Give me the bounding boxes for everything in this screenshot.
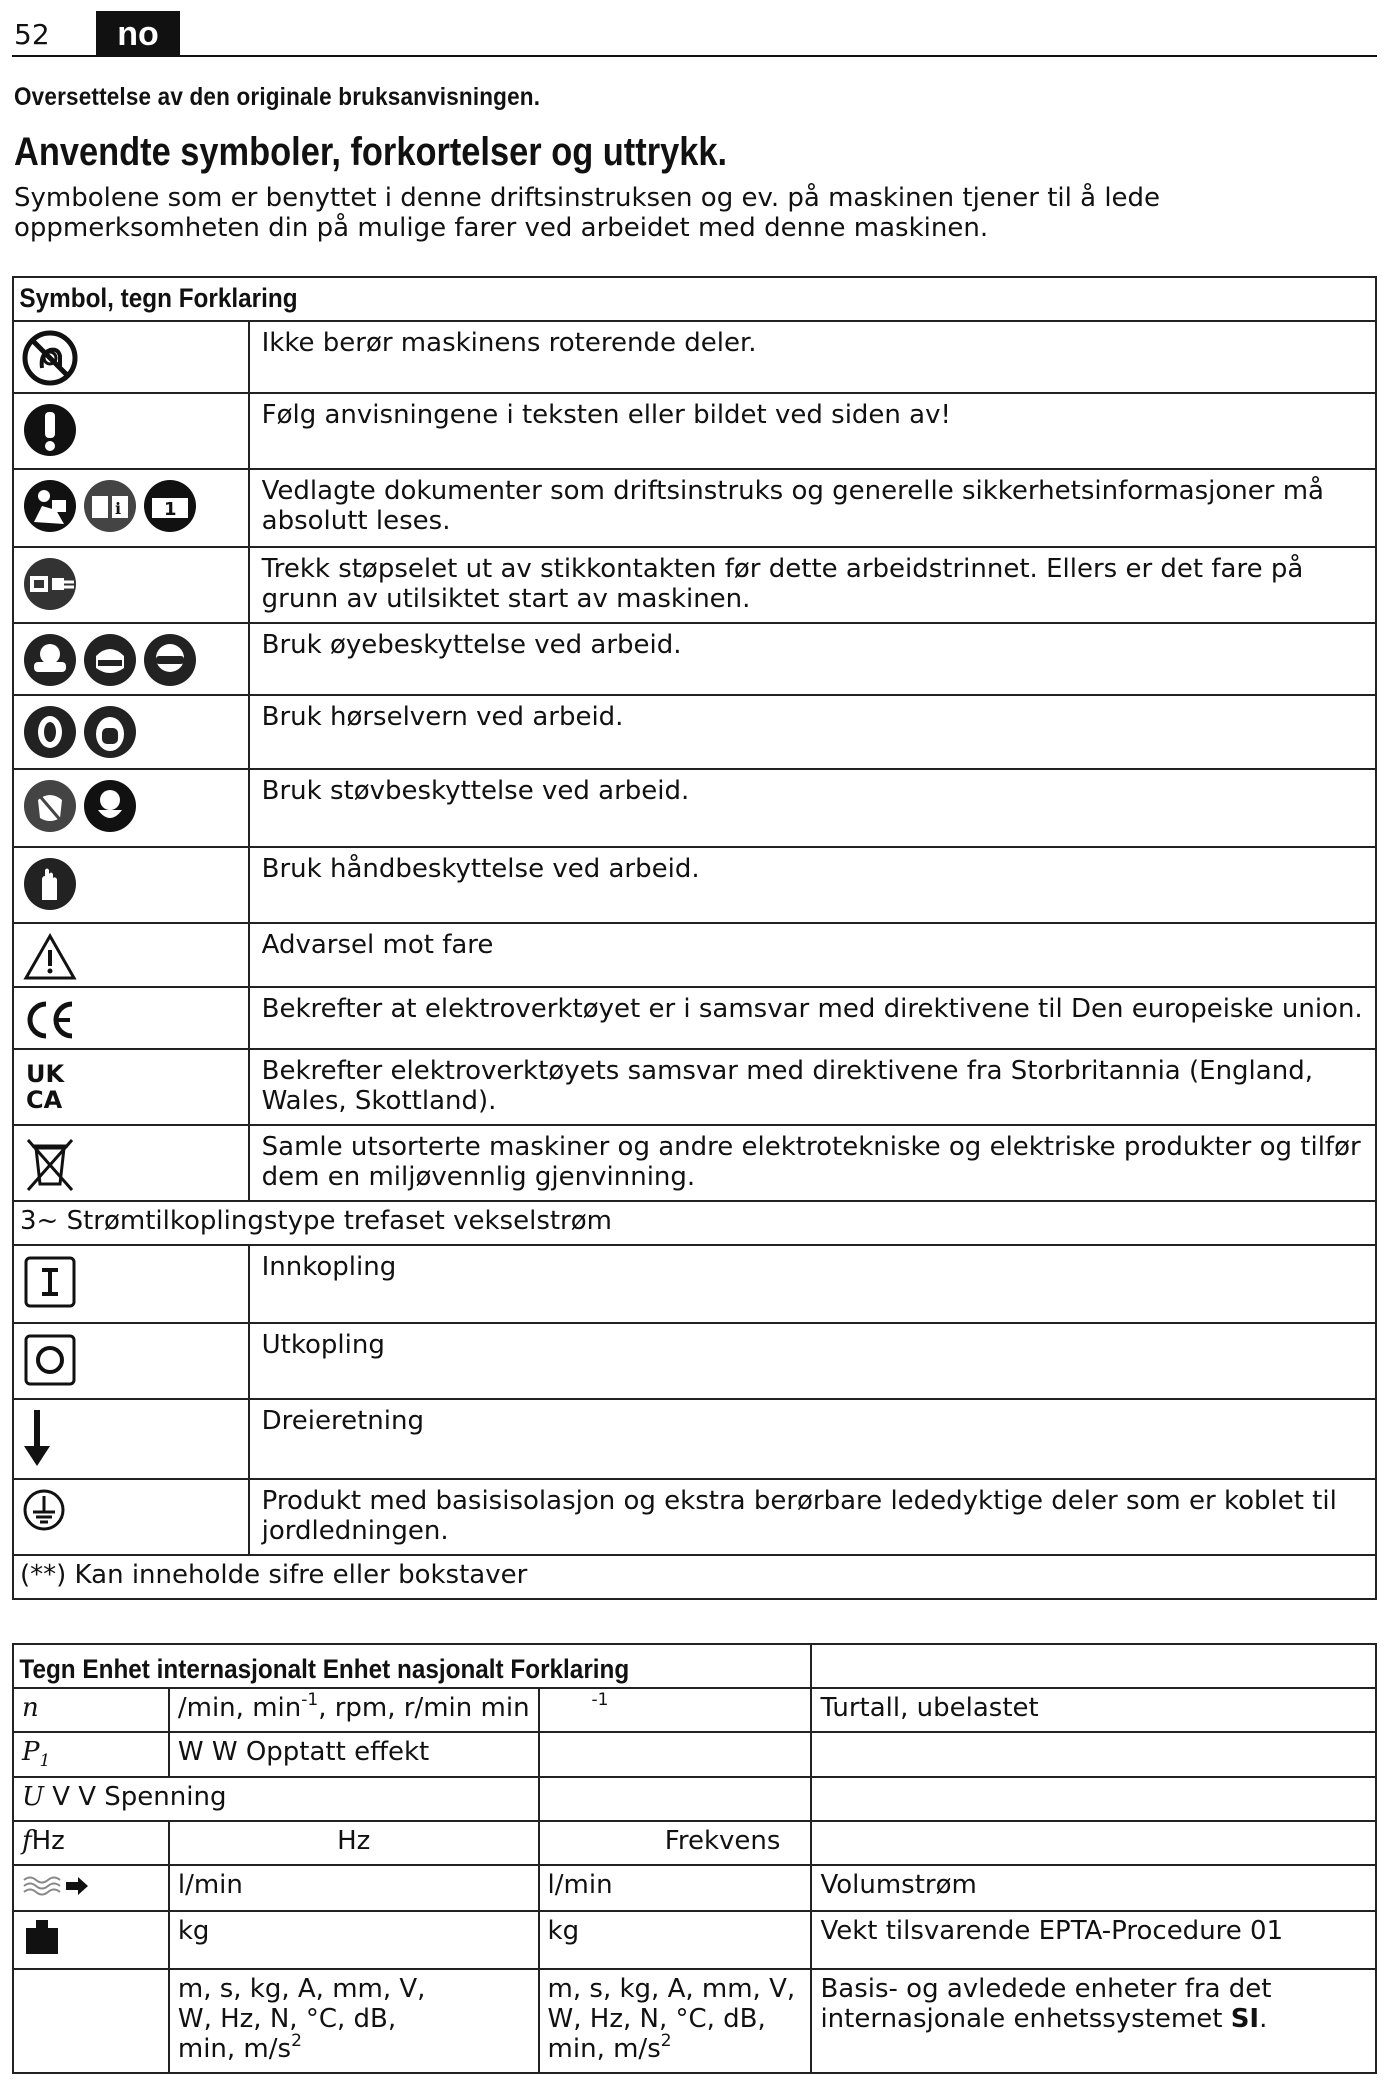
svg-text:1: 1 [164, 499, 177, 520]
document-subtitle: Oversettelse av den originale bruksanvisningen. [14, 83, 541, 111]
sign-p1-sub: 1 [39, 1751, 51, 1772]
table-row [13, 1125, 1376, 1201]
intl-unit: l/min [169, 1865, 539, 1911]
ukca-mark-icon [22, 1058, 78, 1114]
natl-unit-sup: -1 [591, 1690, 609, 1710]
row-text: Følg anvisningene i teksten eller bildet ved siden av! [249, 393, 1376, 469]
natl-unit: kg [539, 1911, 812, 1969]
intl-unit-rest: , rpm, r/min [318, 1693, 473, 1723]
row-text: Advarsel mot fare [249, 923, 1376, 987]
explanation: Turtall, ubelastet [811, 1688, 1376, 1732]
row-text: Trekk støpselet ut av stikkontakten før dette arbeidstrinnet. Ellers er det fare på grunn av utilsiktet start av maskinen. [249, 547, 1376, 623]
row-text: Bekrefter elektroverktøyets samsvar med direktivene fra Storbritannia (England, Wales, Skottland). [249, 1049, 1376, 1125]
intl-unit: Hz [169, 1821, 539, 1865]
sign-f: f [22, 1826, 32, 1857]
ear-protection-icon [22, 704, 78, 760]
switch-on-icon [22, 1254, 78, 1310]
table-row [13, 469, 1376, 547]
table-row [13, 987, 1376, 1049]
intl-unit: kg [169, 1911, 539, 1969]
table-row [13, 923, 1376, 987]
table-row [13, 847, 1376, 923]
sign-u: U [22, 1782, 44, 1813]
dust-protection-icon [22, 778, 78, 834]
weight-icon [22, 1916, 62, 1956]
row-text: Bruk støvbeskyttelse ved arbeid. [249, 769, 1376, 847]
row-text: Innkopling [249, 1245, 1376, 1323]
symbols-table [12, 276, 1377, 1600]
natl-unit-list: m, s, kg, A, mm, V, W, Hz, N, °C, dB, min, $m/s^2$ [539, 1969, 812, 2073]
row-text: Ikke berør maskinens roterende deler. [249, 321, 1376, 393]
symbols-table-header: Symbol, tegn Forklaring [19, 283, 298, 313]
ce-mark-icon [22, 996, 78, 1044]
weee-bin-icon [22, 1134, 78, 1194]
read-info-icon [142, 478, 198, 534]
row-text: Bruk hørselvern ved arbeid. [249, 695, 1376, 769]
row-text: Dreieretning [249, 1399, 1376, 1479]
p1-text: W W Opptatt effekt [169, 1732, 539, 1777]
units-table [12, 1643, 1377, 2074]
footnote-text: (**) Kan inneholde sifre eller bokstaver [13, 1555, 1376, 1599]
three-phase-row [13, 1201, 1376, 1245]
section-title: Anvendte symboler, forkortelser og uttrykk. [14, 130, 728, 174]
uv-text: V V Spenning [52, 1782, 227, 1813]
table-row [13, 1245, 1376, 1323]
face-shield-icon [82, 632, 138, 688]
unplug-icon [22, 556, 78, 612]
three-phase-text: 3~ Strømtilkoplingstype trefaset vekselstrøm [13, 1201, 1376, 1245]
table-row [13, 1865, 1376, 1911]
row-text: Produkt med basisisolasjon og ekstra berørbare lededyktige deler som er koblet til jordledningen. [249, 1479, 1376, 1555]
mandatory-exclamation-icon [22, 402, 78, 458]
table-row [13, 393, 1376, 469]
natl-unit: l/min [539, 1865, 812, 1911]
protective-earth-icon [22, 1488, 66, 1532]
units-table-header-row [13, 1644, 1376, 1688]
table-row [13, 1911, 1376, 1969]
read-book-icon [82, 478, 138, 534]
table-row [13, 1732, 1376, 1777]
gloves-icon [22, 856, 78, 912]
table-row [13, 1323, 1376, 1399]
warning-triangle-icon [22, 932, 78, 982]
table-row [13, 1777, 1376, 1821]
symbols-table-header-row [13, 277, 1376, 321]
page-number: 52 [14, 18, 50, 51]
sign-n: n [22, 1693, 39, 1723]
ear-muffs-icon [82, 704, 138, 760]
volume-flow-icon [22, 1870, 92, 1900]
sign-f-unit: Hz [31, 1826, 65, 1857]
table-row [13, 321, 1376, 393]
read-manual-icon [22, 478, 78, 534]
switch-off-icon [22, 1332, 78, 1388]
table-row [13, 623, 1376, 695]
intl-unit-sup: -1 [301, 1690, 319, 1710]
explanation: Vekt tilsvarende EPTA-Procedure 01 [811, 1911, 1376, 1969]
explanation: Frekvens [539, 1821, 812, 1865]
intro-paragraph: Symbolene som er benyttet i denne driftsinstruksen og ev. på maskinen tjener til å lede oppmerksomheten din på mulige farer ved arbeidet med denne maskinen. [14, 183, 1161, 243]
dust-mask-icon [82, 778, 138, 834]
explanation: Basis- og avledede enheter fra det internasjonale enhetssystemet SI. [811, 1969, 1376, 2073]
natl-unit: min [480, 1693, 530, 1723]
svg-text:i: i [115, 499, 122, 518]
intl-unit: /min, min [177, 1693, 302, 1723]
rotation-arrow-icon [22, 1408, 52, 1468]
row-text: Vedlagte dokumenter som driftsinstruks og generelle sikkerhetsinformasjoner må absolutt leses. [249, 469, 1376, 547]
table-row [13, 1399, 1376, 1479]
row-text: Bruk håndbeskyttelse ved arbeid. [249, 847, 1376, 923]
footnote-row [13, 1555, 1376, 1599]
table-row [13, 695, 1376, 769]
svg-text:UK: UK [26, 1060, 65, 1088]
intl-unit-list: m, s, kg, A, mm, V, W, Hz, N, °C, dB, min, $m/s^2$ [169, 1969, 539, 2073]
table-row [13, 769, 1376, 847]
table-row [13, 1688, 1376, 1732]
safety-glasses-icon [142, 632, 198, 688]
no-touch-rotating-icon [22, 330, 78, 386]
row-text: Utkopling [249, 1323, 1376, 1399]
row-text: Bekrefter at elektroverktøyet er i samsvar med direktivene til Den europeiske union. [249, 987, 1376, 1049]
sign-p1: P [22, 1737, 40, 1767]
explanation: Volumstrøm [811, 1865, 1376, 1911]
header-rule [12, 55, 1377, 57]
svg-text:CA: CA [26, 1086, 63, 1114]
goggles-icon [22, 632, 78, 688]
table-row [13, 1479, 1376, 1555]
table-row [13, 1049, 1376, 1125]
table-row [13, 1969, 1376, 2073]
row-text: Samle utsorterte maskiner og andre elektrotekniske og elektriske produkter og tilfør dem en miljøvennlig gjenvinning. [249, 1125, 1376, 1201]
language-tab: no [96, 11, 180, 55]
units-table-header: Tegn Enhet internasjonalt Enhet nasjonalt Forklaring [19, 1654, 630, 1684]
table-row [13, 547, 1376, 623]
table-row [13, 1821, 1376, 1865]
row-text: Bruk øyebeskyttelse ved arbeid. [249, 623, 1376, 695]
